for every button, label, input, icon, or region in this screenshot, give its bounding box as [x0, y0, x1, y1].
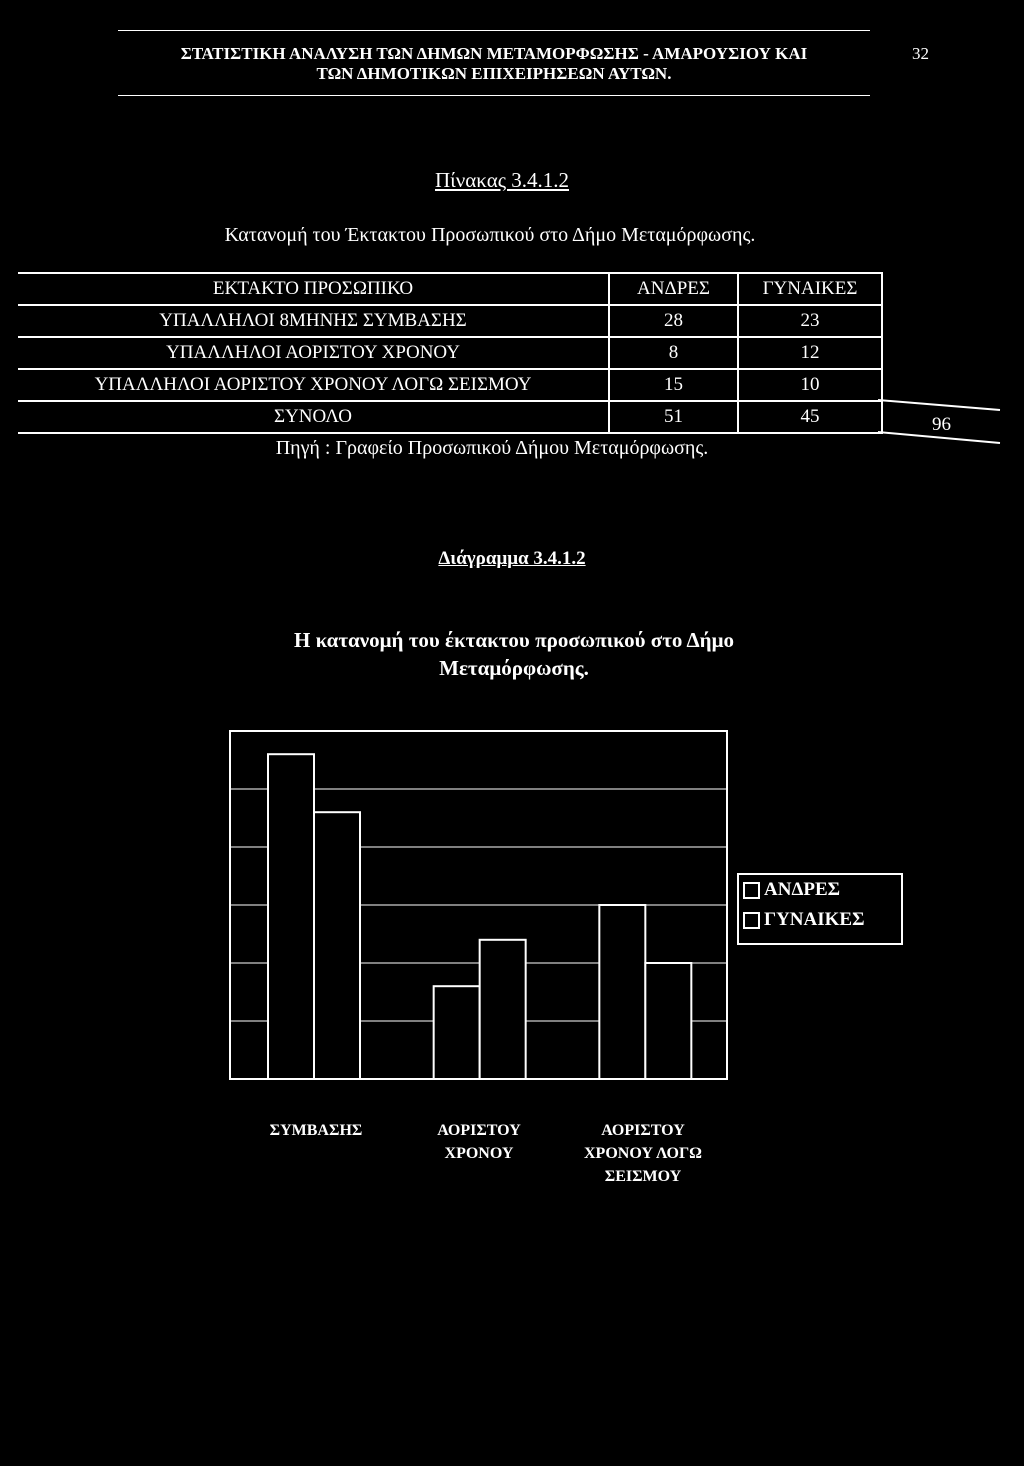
bar-women-2	[480, 940, 526, 1079]
x-axis-label-line: ΧΡΟΝΟΥ ΛΟΓΩ	[583, 1145, 702, 1162]
table-cell: ΥΠΑΛΛΗΛΟΙ 8ΜΗΝΗΣ ΣΥΜΒΑΣΗΣ	[18, 305, 609, 337]
table-cell: 8	[609, 337, 738, 369]
bar-women-1	[314, 812, 360, 1079]
chart-legend	[737, 873, 903, 945]
x-axis-label-line: ΣΕΙΣΜΟΥ	[604, 1168, 682, 1185]
plot-area	[230, 731, 727, 1079]
grand-total-value: 96	[932, 414, 951, 435]
table-header-cell: ΓΥΝΑΙΚΕΣ	[738, 273, 882, 305]
table-cell: ΥΠΑΛΛΗΛΟΙ ΑΟΡΙΣΤΟΥ ΧΡΟΝΟΥ ΛΟΓΩ ΣΕΙΣΜΟΥ	[18, 369, 609, 401]
table-cell: 15	[609, 369, 738, 401]
table-cell: 10	[738, 369, 882, 401]
total-bracket-lines	[0, 0, 1024, 460]
table-source: Πηγή : Γραφείο Προσωπικού Δήμου Μεταμόρφωσης.	[275, 437, 709, 459]
table-cell: ΣΥΝΟΛΟ	[18, 401, 609, 433]
legend-label-women: ΓΥΝΑΙΚΕΣ	[764, 909, 865, 930]
diagram-caption	[2, 626, 1024, 682]
table-cell: 45	[738, 401, 882, 433]
table-header-cell: ΑΝΔΡΕΣ	[609, 273, 738, 305]
legend-swatch-men	[743, 882, 760, 899]
legend-label-men: ΑΝΔΡΕΣ	[764, 879, 841, 900]
bar-men-3	[599, 905, 645, 1079]
legend-swatch-women	[743, 912, 760, 929]
bar-men-1	[268, 754, 314, 1079]
table-label: Πίνακας 3.4.1.2	[434, 168, 570, 192]
table-cell: ΥΠΑΛΛΗΛΟΙ ΑΟΡΙΣΤΟΥ ΧΡΟΝΟΥ	[18, 337, 609, 369]
x-axis-label-line: ΧΡΟΝΟΥ	[444, 1145, 514, 1162]
table-caption: Κατανομή του Έκτακτου Προσωπικού στο Δήμο Μεταμόρφωσης.	[224, 224, 756, 246]
x-axis-label	[236, 1119, 396, 1142]
table-cell: 51	[609, 401, 738, 433]
bar-women-3	[645, 963, 691, 1079]
x-axis-label	[399, 1119, 559, 1165]
page-number: 32	[912, 44, 929, 63]
header-title-line-2: ΤΩΝ ΔΗΜΟΤΙΚΩΝ ΕΠΙΧΕΙΡΗΣΕΩΝ ΑΥΤΩΝ.	[316, 64, 672, 83]
header-title-line-1: ΣΤΑΤΙΣΤΙΚΗ ΑΝΑΛΥΣΗ ΤΩΝ ΔΗΜΩΝ ΜΕΤΑΜΟΡΦΩΣΗΣ - ΑΜΑΡΟΥΣΙΟΥ ΚΑΙ	[180, 44, 808, 63]
table-header-cell: ΕΚΤΑΚΤΟ ΠΡΟΣΩΠΙΚΟ	[18, 273, 609, 305]
table-cell: 12	[738, 337, 882, 369]
diagram-caption-line-1: Η κατανομή του έκτακτου προσωπικού στο Δήμο	[294, 628, 734, 652]
x-axis-label	[563, 1119, 723, 1188]
table-cell: 28	[609, 305, 738, 337]
x-axis-label-line: ΑΟΡΙΣΤΟΥ	[601, 1122, 685, 1139]
diagram-label: Διάγραμμα 3.4.1.2	[438, 548, 586, 569]
diagram-caption-line-2: Μεταμόρφωσης.	[439, 656, 589, 680]
table-cell: 23	[738, 305, 882, 337]
legend-item-women	[739, 905, 901, 935]
bar-men-2	[434, 986, 480, 1079]
legend-item-men	[739, 875, 901, 905]
x-axis-label-line: ΣΥΜΒΑΣΗΣ	[269, 1122, 363, 1139]
x-axis-label-line: ΑΟΡΙΣΤΟΥ	[437, 1122, 521, 1139]
